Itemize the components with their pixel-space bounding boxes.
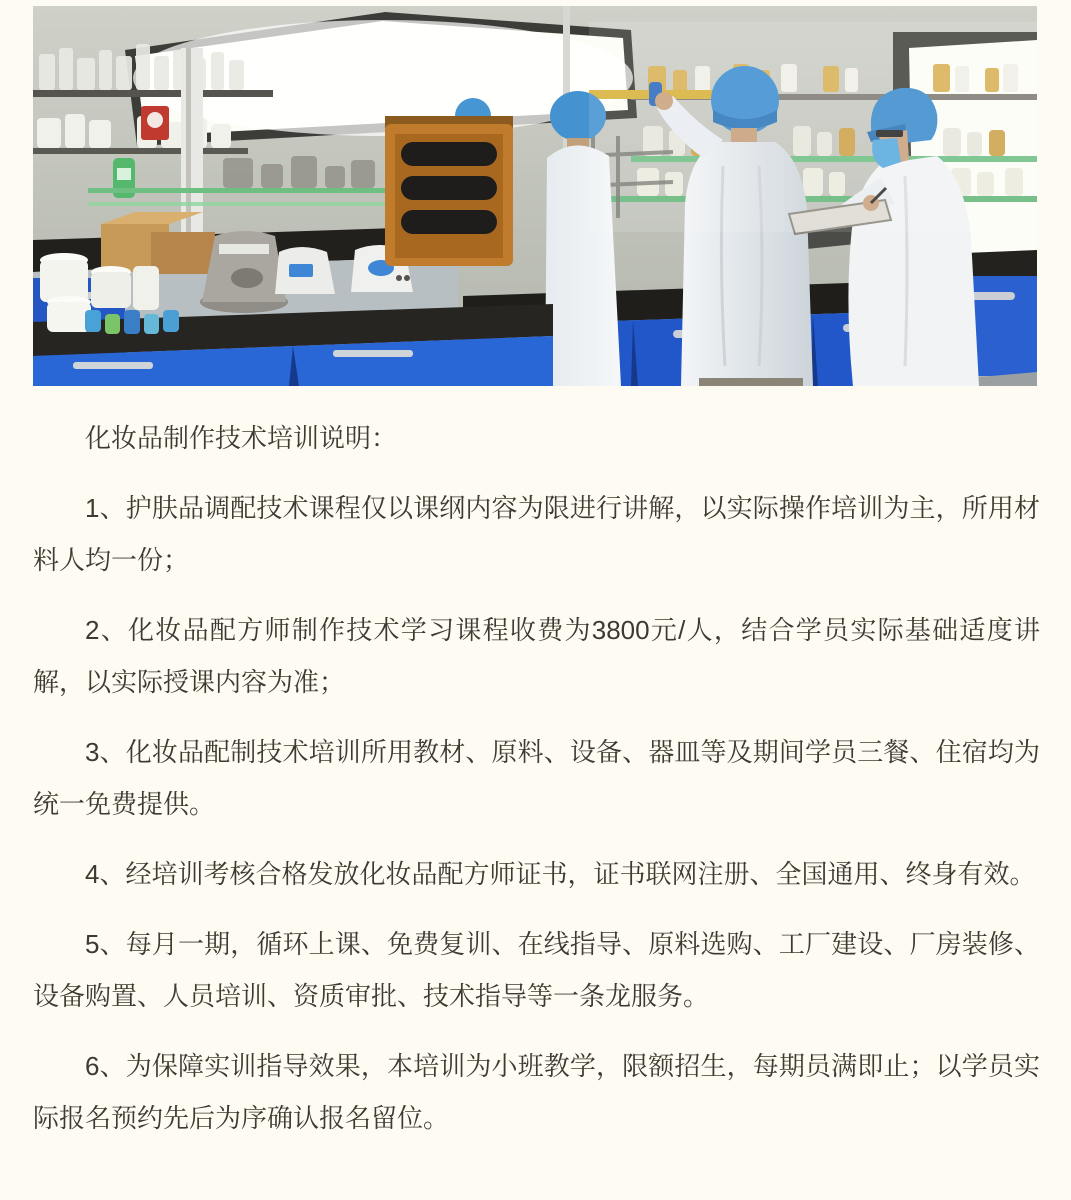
- orange-machine: [385, 116, 513, 266]
- article-paragraph-1: 1、护肤品调配技术课程仅以课纲内容为限进行讲解，以实际操作培训为主，所用材料人均一份；: [33, 493, 1040, 575]
- article-title: 化妆品制作技术培训说明：: [85, 423, 398, 453]
- article-paragraph-5: 5、每月一期，循环上课、免费复训、在线指导、原料选购、工厂建设、厂房装修、设备购置、人员培训、资质审批、技术指导等一条龙服务。: [33, 929, 1040, 1011]
- capped-bottles: [85, 310, 179, 334]
- article-body: [33, 412, 1040, 1144]
- lab-photo-illustration: [33, 6, 1037, 386]
- article-paragraph-2: 2、化妆品配方师制作技术学习课程收费为3800元/人，结合学员实际基础适度讲解，以实际授课内容为准；: [33, 615, 1040, 697]
- article-paragraph-6: 6、为保障实训指导效果，本培训为小班教学，限额招生，每期员满即止；以学员实际报名预约先后为序确认报名留位。: [33, 1051, 1040, 1133]
- article-paragraph-4: 4、经培训考核合格发放化妆品配方师证书，证书联网注册、全国通用、终身有效。: [85, 859, 1036, 889]
- lab-photo: [33, 6, 1037, 386]
- warning-sign: [141, 106, 169, 140]
- article-paragraph-3: 3、化妆品配制技术培训所用教材、原料、设备、器皿等及期间学员三餐、住宿均为统一免费提供。: [33, 737, 1040, 819]
